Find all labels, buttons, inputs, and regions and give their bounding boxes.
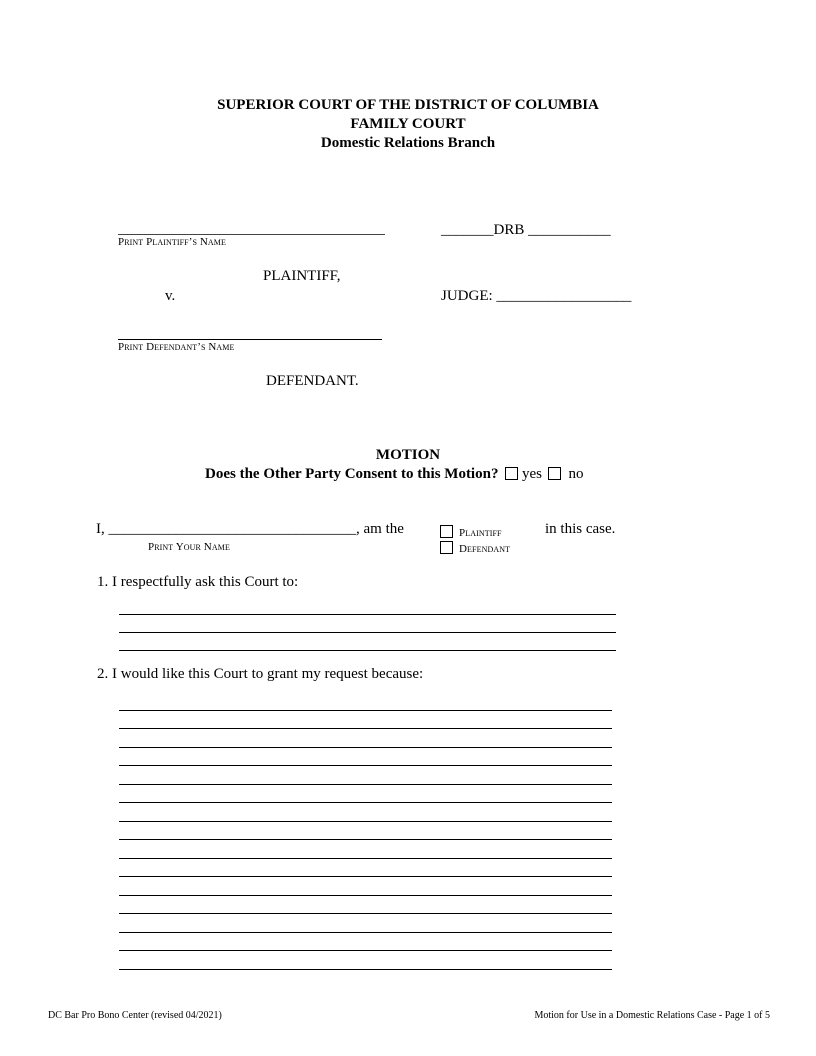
role-plaintiff-label: Plaintiff (459, 527, 502, 539)
answer-line[interactable] (119, 632, 616, 633)
plaintiff-label: PLAINTIFF, (263, 268, 341, 284)
answer-line[interactable] (119, 876, 612, 877)
answer-line[interactable] (119, 950, 612, 951)
answer-line[interactable] (119, 650, 616, 651)
answer-line[interactable] (119, 710, 612, 711)
footer-right: Motion for Use in a Domestic Relations Case - Page 1 of 5 (534, 1010, 770, 1021)
motion-title: MOTION (375, 447, 441, 463)
answer-line[interactable] (119, 747, 612, 748)
defendant-label: DEFENDANT. (266, 373, 359, 389)
answer-line[interactable] (119, 784, 612, 785)
consent-no-label: no (568, 466, 584, 482)
answer-line[interactable] (119, 839, 612, 840)
answer-line[interactable] (119, 895, 612, 896)
footer-left: DC Bar Pro Bono Center (revised 04/2021) (48, 1010, 222, 1021)
judge-field[interactable]: JUDGE: __________________ (441, 288, 632, 304)
role-defendant-row (440, 539, 510, 557)
court-branch: Domestic Relations Branch (320, 135, 496, 151)
answer-line[interactable] (119, 728, 612, 729)
plaintiff-name-label: Print Plaintiff’s Name (118, 236, 226, 248)
plaintiff-name-line[interactable] (118, 234, 385, 235)
defendant-name-line[interactable] (118, 339, 382, 340)
answer-line[interactable] (119, 858, 612, 859)
your-name-label: Print Your Name (148, 541, 230, 553)
answer-line[interactable] (119, 802, 612, 803)
court-name: SUPERIOR COURT OF THE DISTRICT OF COLUMBIA (217, 97, 599, 113)
role-defendant-checkbox[interactable] (440, 541, 453, 554)
versus-label: v. (165, 288, 176, 304)
answer-line[interactable] (119, 969, 612, 970)
consent-no-checkbox[interactable] (548, 467, 561, 480)
answer-line[interactable] (119, 932, 612, 933)
role-plaintiff-checkbox[interactable] (440, 525, 453, 538)
consent-yes-checkbox[interactable] (505, 467, 518, 480)
case-number-field[interactable]: _______DRB ___________ (441, 222, 611, 238)
role-defendant-label: Defendant (459, 543, 511, 555)
party-suffix: in this case. (545, 521, 616, 537)
item-one-text: 1. I respectfully ask this Court to: (97, 574, 299, 590)
defendant-name-label: Print Defendant’s Name (118, 341, 235, 353)
answer-line[interactable] (119, 913, 612, 914)
consent-yes-label: yes (521, 466, 542, 482)
answer-line[interactable] (119, 614, 616, 615)
answer-line[interactable] (119, 821, 612, 822)
party-intro[interactable]: I, _________________________________, am the (96, 521, 404, 537)
answer-line[interactable] (119, 765, 612, 766)
item-two-text: 2. I would like this Court to grant my request because: (97, 666, 424, 682)
consent-question: Does the Other Party Consent to this Motion? (205, 466, 499, 482)
consent-row (205, 466, 583, 483)
court-division: FAMILY COURT (350, 116, 466, 132)
